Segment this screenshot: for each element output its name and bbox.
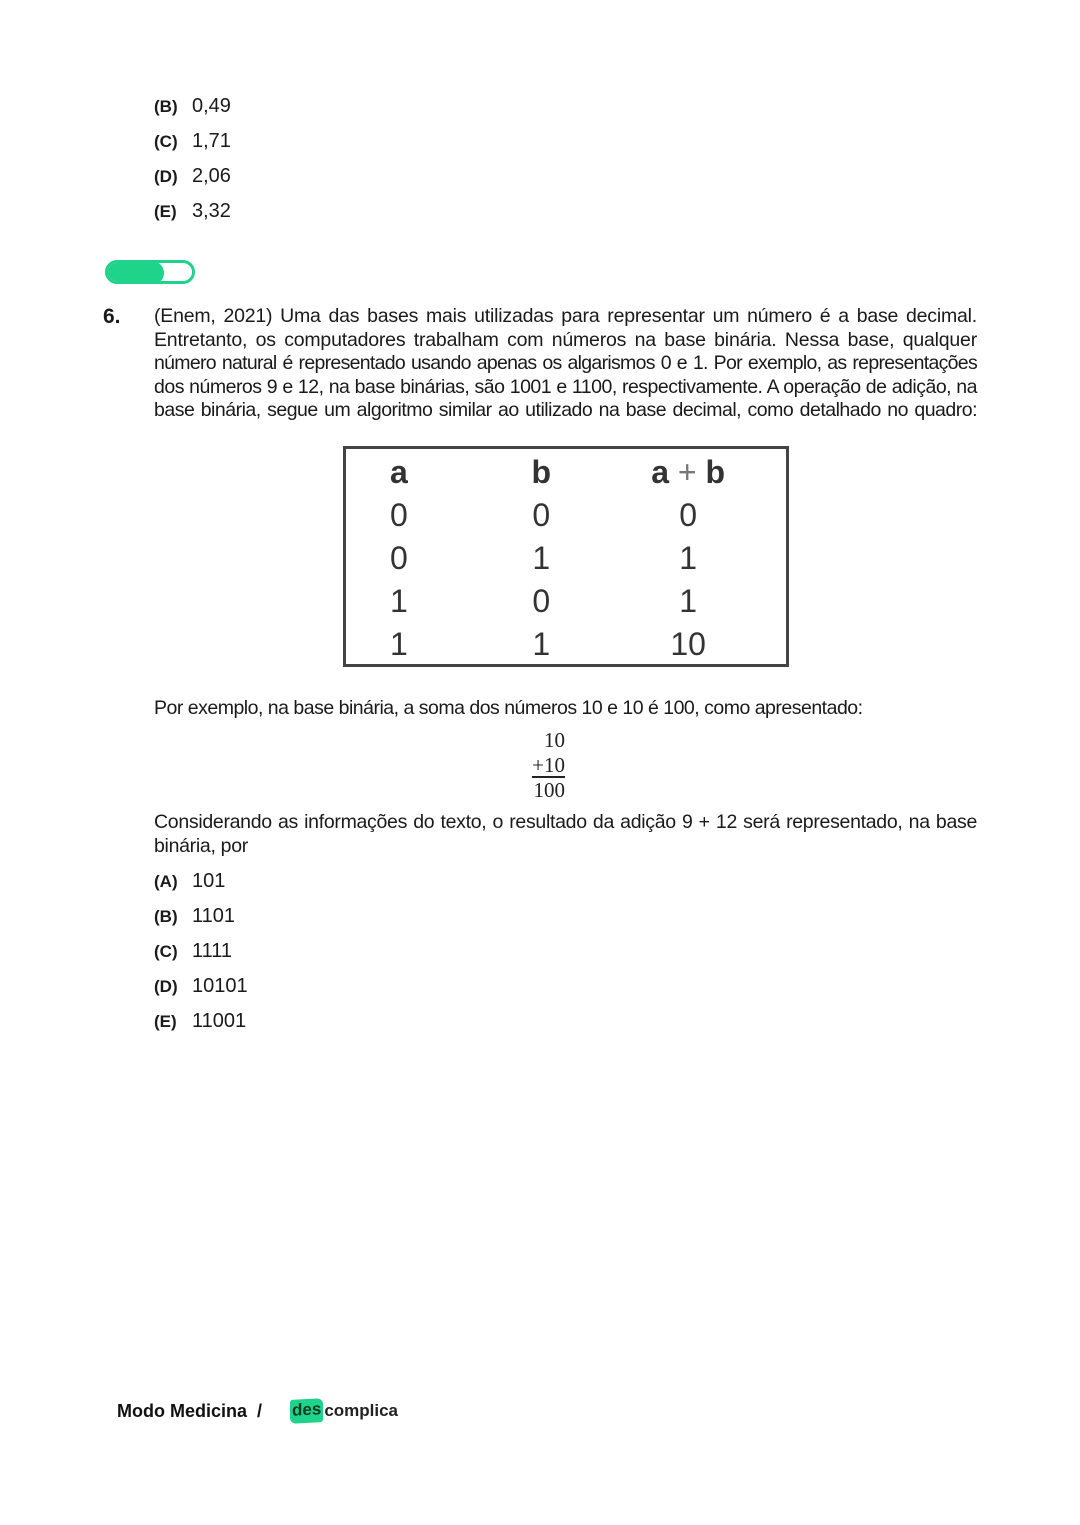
option-e-prev xyxy=(154,199,231,224)
option-value: 1101 xyxy=(192,905,236,927)
option-value: 3,32 xyxy=(192,200,231,222)
sum-line-2: +10 xyxy=(532,753,565,777)
question-prompt xyxy=(154,811,977,858)
prompt-line: binária, por xyxy=(154,834,248,857)
toggle-pill-icon xyxy=(105,260,195,284)
example-line: Por exemplo, na base binária, a soma dos números 10 e 10 é 100, como apresentado: xyxy=(154,697,863,719)
option-letter: (B) xyxy=(154,97,178,116)
option-letter: (C) xyxy=(154,942,178,961)
question-paragraph xyxy=(154,305,977,423)
option-a[interactable] xyxy=(154,869,225,894)
sum-result: 100 xyxy=(533,778,565,802)
cell-b: 0 xyxy=(532,583,551,619)
footer-separator: / xyxy=(257,1400,263,1421)
option-letter: (D) xyxy=(154,977,178,996)
option-value: 11001 xyxy=(192,1010,247,1032)
option-e[interactable] xyxy=(154,1009,246,1034)
option-letter: (E) xyxy=(154,1012,177,1031)
cell-b: 0 xyxy=(532,497,551,533)
option-letter: (C) xyxy=(154,132,178,151)
table-row xyxy=(346,494,786,537)
option-d[interactable] xyxy=(154,974,248,999)
header-b: b xyxy=(531,454,551,490)
example-text xyxy=(154,697,977,721)
option-value: 101 xyxy=(192,870,226,892)
option-value: 1111 xyxy=(192,940,233,962)
option-b[interactable] xyxy=(154,904,235,929)
paragraph-line: base binária, segue um algoritmo similar ao utilizado na base decimal, como detalhado no quadro: xyxy=(154,399,977,422)
paragraph-line: número natural é representado usando apenas os algarismos 0 e 1. Por exemplo, as representações xyxy=(154,352,977,375)
option-letter: (E) xyxy=(154,202,177,221)
logo-des: des xyxy=(290,1398,323,1424)
header-sum-a: a xyxy=(651,454,670,490)
header-sum-plus: + xyxy=(677,454,697,490)
binary-addition-table xyxy=(343,446,789,667)
cell-a: 1 xyxy=(390,583,408,619)
table-row xyxy=(346,623,786,666)
option-letter: (D) xyxy=(154,167,178,186)
table-row xyxy=(346,580,786,623)
table-header-row xyxy=(346,451,786,494)
cell-sum: 1 xyxy=(679,540,698,576)
footer xyxy=(117,1399,398,1423)
table xyxy=(346,451,786,666)
cell-sum: 10 xyxy=(670,626,706,662)
cell-sum: 0 xyxy=(679,497,698,533)
option-value: 1,71 xyxy=(192,130,231,152)
cell-a: 0 xyxy=(390,540,408,576)
paragraph-line: dos números 9 e 12, na base binárias, são 1001 e 1100, respectivamente. A operação de adição, na xyxy=(154,375,977,398)
option-c[interactable] xyxy=(154,939,232,964)
header-a: a xyxy=(390,454,408,490)
cell-sum: 1 xyxy=(679,583,698,619)
question-number: 6. xyxy=(103,305,121,328)
cell-b: 1 xyxy=(532,540,551,576)
option-value: 2,06 xyxy=(192,165,231,187)
sum-example xyxy=(510,728,565,803)
descomplica-logo xyxy=(290,1399,398,1423)
paragraph-line: (Enem, 2021) Uma das bases mais utilizadas para representar um número é a base decimal. xyxy=(154,305,977,327)
cell-a: 0 xyxy=(390,497,408,533)
header-sum-b: b xyxy=(705,454,726,490)
paragraph-line: Entretanto, os computadores trabalham com números na base binária. Nessa base, qualquer xyxy=(154,328,977,351)
logo-complica: complica xyxy=(324,1401,399,1420)
option-c-prev xyxy=(154,129,231,154)
cell-a: 1 xyxy=(390,626,408,662)
option-b-prev xyxy=(154,94,231,119)
header-a-plus-b xyxy=(590,451,786,494)
option-value: 10101 xyxy=(192,975,248,997)
prompt-line: Considerando as informações do texto, o resultado da adição 9 + 12 será representado, na base xyxy=(154,811,977,833)
option-d-prev xyxy=(154,164,231,189)
option-letter: (A) xyxy=(154,872,178,891)
footer-title: Modo Medicina xyxy=(117,1400,247,1421)
option-letter: (B) xyxy=(154,907,178,926)
table-row xyxy=(346,537,786,580)
toggle-fill xyxy=(106,261,164,284)
cell-b: 1 xyxy=(532,626,551,662)
option-value: 0,49 xyxy=(192,95,231,117)
sum-line-1: 10 xyxy=(544,728,565,752)
